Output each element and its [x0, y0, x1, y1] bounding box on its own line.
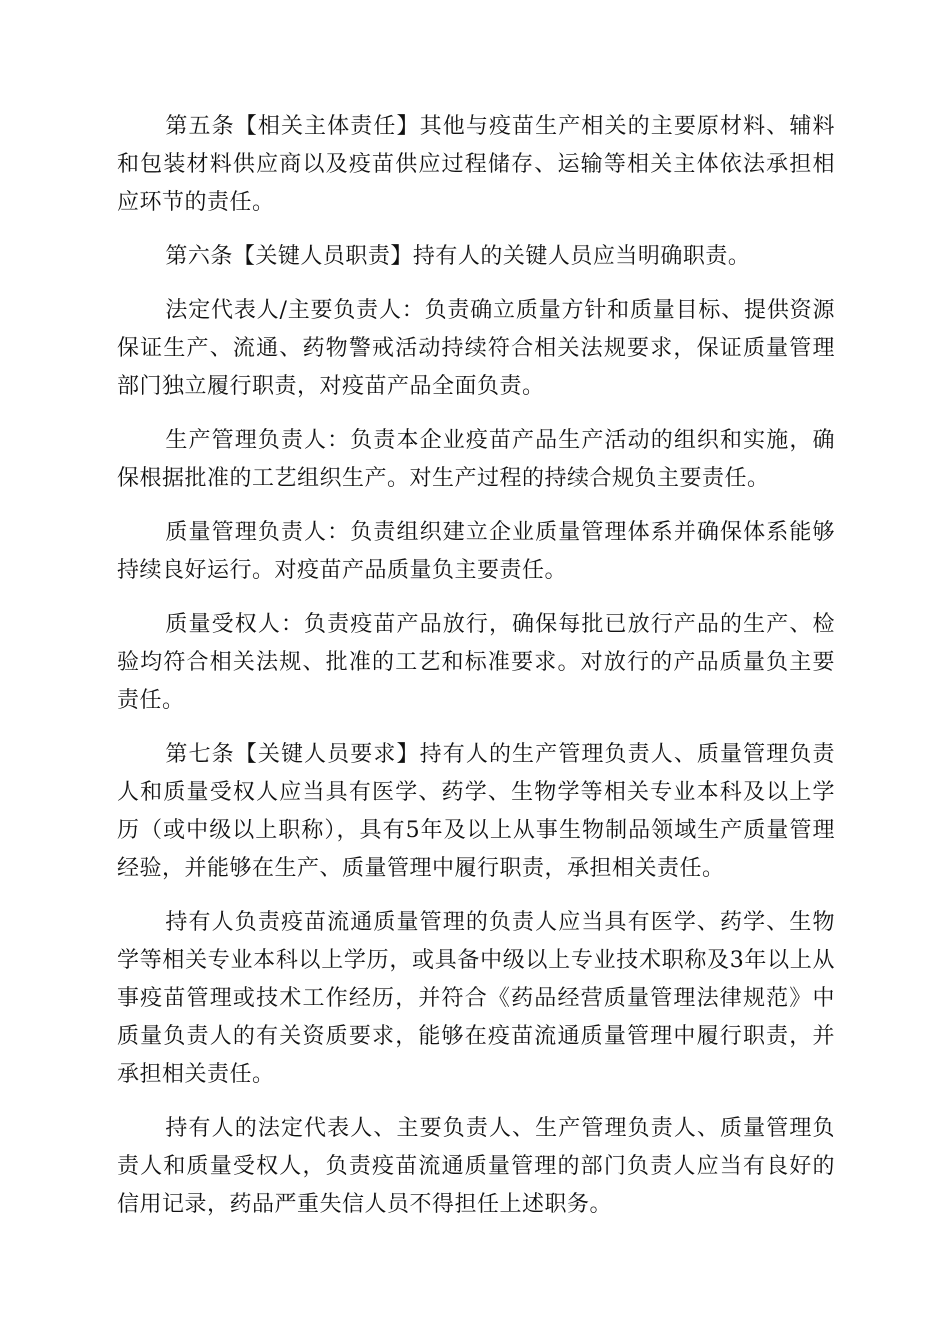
paragraph-quality-manager: 质量管理负责人：负责组织建立企业质量管理体系并确保体系能够持续良好运行。对疫苗产品质量负主要责任。: [117, 520, 835, 583]
paragraph-legal-representative: 法定代表人/主要负责人：负责确立质量方针和质量目标、提供资源保证生产、流通、药物警戒活动持续符合相关法规要求，保证质量管理部门独立履行职责，对疫苗产品全面负责。: [117, 298, 835, 399]
paragraph-article-5: 第五条【相关主体责任】其他与疫苗生产相关的主要原材料、辅料和包装材料供应商以及疫苗供应过程储存、运输等相关主体依法承担相应环节的责任。: [117, 114, 835, 215]
paragraph-article-7: 第七条【关键人员要求】持有人的生产管理负责人、质量管理负责人和质量受权人应当具有医学、药学、生物学等相关专业本科及以上学历（或中级以上职称），具有5年及以上从事生物制品领域生产质量管理经验，并能够在生产、质量管理中履行职责，承担相关责任。: [117, 742, 835, 881]
paragraph-article-6: 第六条【关键人员职责】持有人的关键人员应当明确职责。: [165, 244, 751, 269]
paragraph-credit-record: 持有人的法定代表人、主要负责人、生产管理负责人、质量管理负责人和质量受权人，负责疫苗流通质量管理的部门负责人应当有良好的信用记录，药品严重失信人员不得担任上述职务。: [117, 1116, 835, 1217]
paragraph-distribution-manager: 持有人负责疫苗流通质量管理的负责人应当具有医学、药学、生物学等相关专业本科以上学历，或具备中级以上专业技术职称及3年以上从事疫苗管理或技术工作经历，并符合《药品经营质量管理法律规范》中质量负责人的有关资质要求，能够在疫苗流通质量管理中履行职责，并承担相关责任。: [117, 910, 835, 1087]
paragraph-qualified-person: 质量受权人：负责疫苗产品放行，确保每批已放行产品的生产、检验均符合相关法规、批准的工艺和标准要求。对放行的产品质量负主要责任。: [117, 612, 835, 713]
paragraph-production-manager: 生产管理负责人：负责本企业疫苗产品生产活动的组织和实施，确保根据批准的工艺组织生产。对生产过程的持续合规负主要责任。: [117, 428, 835, 491]
document-body: [117, 108, 835, 1240]
